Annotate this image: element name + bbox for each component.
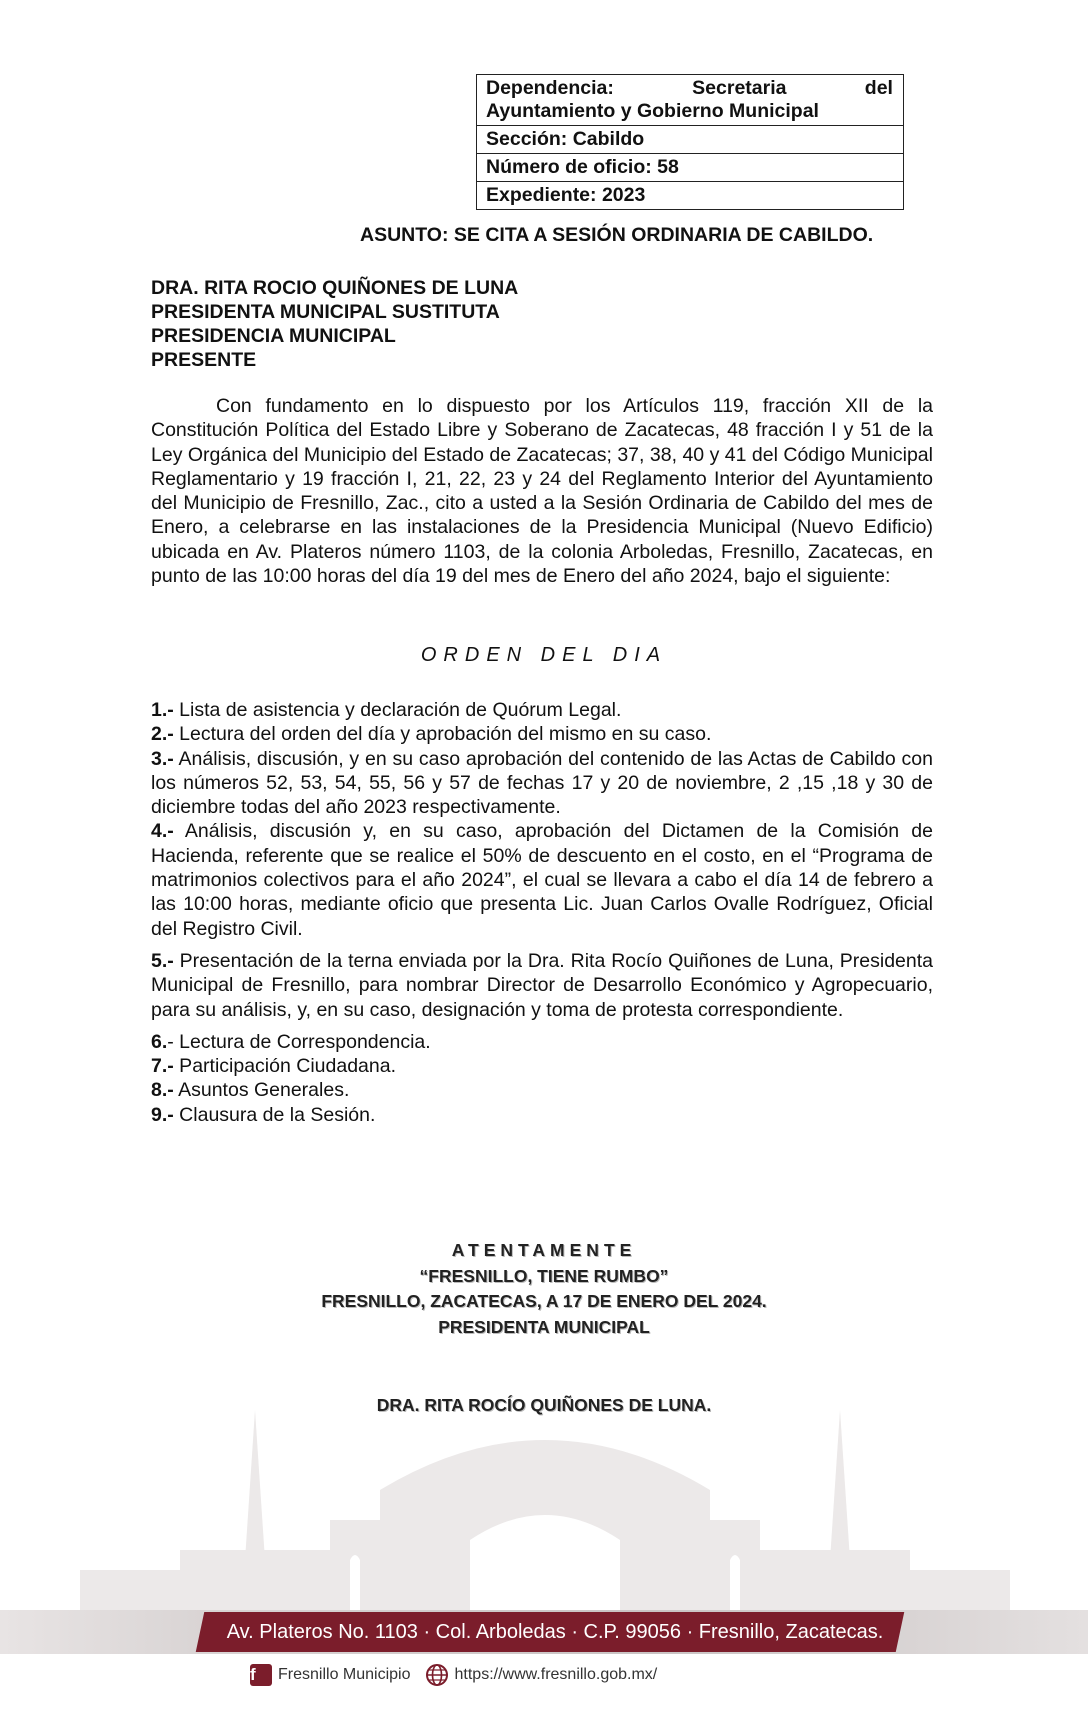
agenda-item-text: Lectura del orden del día y aprobación del mismo en su caso.	[173, 723, 712, 746]
agenda-item-text: Participación Ciudadana.	[173, 1055, 396, 1078]
atentamente: ATENTAMENTE	[451, 1240, 637, 1260]
agenda-item	[151, 1103, 933, 1127]
agenda-item-number: 5.-	[151, 949, 174, 972]
agenda-item-number: 9.-	[151, 1103, 174, 1126]
agenda-item-text: Análisis, discusión y, en su caso, aprobación del Dictamen de la Comisión de Hacienda, referente que se realice el 50% de descuento en el costo, en el “Programa de matrimonios colectivos para el año 2024”, el cual se llevara a cabo el día 14 de febrero a las 10:00 horas, mediante oficio que presenta Lic. Juan Carlos Ovalle Rodríguez, Oficial del Registro Civil.	[151, 820, 933, 940]
agenda-item	[151, 1030, 933, 1054]
numero-oficio-row: Número de oficio: 58	[477, 154, 903, 182]
agenda-item-number: 4.-	[151, 820, 174, 843]
agenda-item-number: 7.-	[151, 1055, 174, 1078]
dependencia-row	[477, 75, 903, 126]
agenda-item-number: 3.-	[151, 747, 174, 770]
addressee-block	[151, 276, 518, 372]
website-link[interactable]	[425, 1663, 658, 1687]
addressee-title: PRESIDENTA MUNICIPAL SUSTITUTA	[151, 301, 500, 323]
orden-del-dia-title: ORDEN DEL DIA	[420, 644, 668, 666]
agenda-item-number: 6.	[151, 1030, 168, 1053]
addressee-name: DRA. RITA ROCIO QUIÑONES DE LUNA	[151, 277, 519, 299]
addressee-office: PRESIDENCIA MUNICIPAL	[151, 325, 396, 347]
facebook-icon: f	[250, 1664, 272, 1686]
addressee-presente: PRESENTE	[151, 349, 257, 371]
facebook-label: Fresnillo Municipio	[278, 1666, 411, 1683]
agenda-item-text: Asuntos Generales.	[173, 1079, 350, 1102]
agenda-item-text: Análisis, discusión, y en su caso aprobación del contenido de las Actas de Cabildo con los números 52, 53, 54, 55, 56 y 57 de fechas 17 y 20 de noviembre, 2 ,15 ,18 y 30 de diciembre todas del año 2023 respectivamente.	[151, 747, 933, 819]
agenda-item	[151, 949, 933, 1022]
footer-address: Av. Plateros No. 1103 · Col. Arboledas · C.P. 99056 · Fresnillo, Zacatecas.	[226, 1621, 884, 1643]
website-label: https://www.fresnillo.gob.mx/	[454, 1666, 658, 1683]
seccion-row: Sección: Cabildo	[477, 126, 903, 154]
closing-block	[0, 1238, 1088, 1340]
agenda-list	[151, 698, 933, 1127]
agenda-item-text: Presentación de la terna enviada por la Dra. Rita Rocío Quiñones de Luna, Presidenta Municipal de Fresnillo, para nombrar Director de Desarrollo Económico y Agropecuario, para su análisis, y, en su caso, designación y toma de protesta correspondiente.	[151, 949, 933, 1021]
agenda-item	[151, 1078, 933, 1102]
agenda-item-number: 8.-	[151, 1079, 174, 1102]
footer-links	[250, 1663, 657, 1687]
agenda-item	[151, 747, 933, 820]
slogan: “FRESNILLO, TIENE RUMBO”	[419, 1265, 669, 1286]
dependencia-value: Ayuntamiento y Gobierno Municipal	[486, 100, 819, 122]
header-info-box	[476, 74, 904, 210]
globe-icon	[425, 1663, 449, 1687]
agenda-item-text: Lista de asistencia y declaración de Quórum Legal.	[173, 699, 622, 721]
agenda-item	[151, 722, 933, 746]
expediente-row: Expediente: 2023	[486, 184, 646, 206]
agenda-item	[151, 1054, 933, 1078]
agenda-item	[151, 819, 933, 940]
facebook-link[interactable]	[250, 1664, 411, 1686]
signer-role: PRESIDENTA MUNICIPAL	[438, 1316, 650, 1337]
dependencia-label: Dependencia:	[486, 77, 614, 99]
body-paragraph: Con fundamento en lo dispuesto por los Artículos 119, fracción XII de la Constitución Política del Estado Libre y Soberano de Zacatecas, 48 fracción I y 51 de la Ley Orgánica del Municipio del Estado de Zacatecas; 37, 38, 40 y 41 del Código Municipal Reglamentario y 19 fracción I, 21, 22, 23 y 24 del Reglamento Interior del Ayuntamiento del Municipio de Fresnillo, Zac., cito a usted a la Sesión Ordinaria de Cabildo del mes de Enero, a celebrarse en las instalaciones de la Presidencia Municipal (Nuevo Edificio) ubicada en Av. Plateros número 1103, de la colonia Arboledas, Fresnillo, Zacatecas, en punto de las 10:00 horas del día 19 del mes de Enero del año 2024, bajo el siguiente:	[151, 395, 933, 588]
agenda-item-text: - Lectura de Correspondencia.	[167, 1030, 431, 1053]
agenda-item-number: 2.-	[151, 723, 174, 746]
place-date: FRESNILLO, ZACATECAS, A 17 DE ENERO DEL 2024.	[321, 1291, 767, 1311]
asunto-line: ASUNTO: SE CITA A SESIÓN ORDINARIA DE CABILDO.	[360, 224, 874, 246]
agenda-item-text: Clausura de la Sesión.	[173, 1103, 376, 1126]
agenda-item	[151, 698, 933, 722]
signer-name: DRA. RITA ROCÍO QUIÑONES DE LUNA.	[376, 1395, 712, 1415]
agenda-item-number: 1.-	[151, 699, 174, 721]
dependencia-word: Secretaria	[692, 77, 787, 99]
dependencia-word: del	[864, 77, 893, 99]
